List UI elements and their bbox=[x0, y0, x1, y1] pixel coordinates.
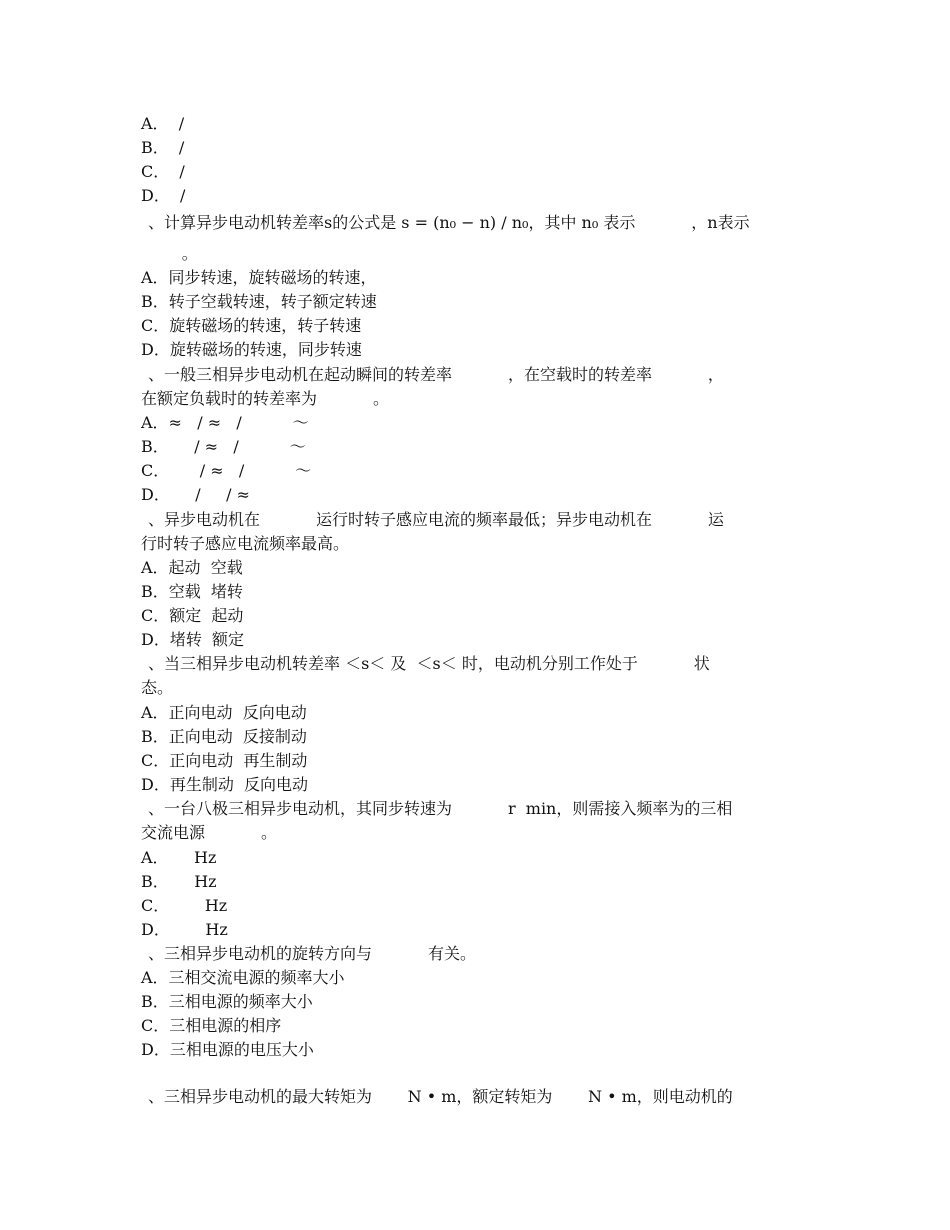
option-line: A． Hz bbox=[141, 848, 217, 867]
option-line: C． / ≈ / ～ bbox=[141, 461, 312, 480]
question-line: 态。 bbox=[141, 678, 174, 697]
option-line: A．三相交流电源的频率大小 bbox=[141, 968, 345, 987]
option-line: A．起动 空载 bbox=[141, 558, 243, 577]
option-line: D． / / ≈ bbox=[141, 485, 250, 504]
question-line: 、一般三相异步电动机在起动瞬间的转差率 ，在空载时的转差率 ， bbox=[148, 365, 724, 384]
option-line: B． Hz bbox=[141, 872, 217, 891]
question-line: 、计算异步电动机转差率s的公式是 s = (n₀ − n) / n₀，其中 n₀ 表示 ，n表示 bbox=[148, 213, 750, 232]
option-line: C．正向电动 再生制动 bbox=[141, 751, 308, 770]
option-line: B．转子空载转速，转子额定转速 bbox=[141, 292, 377, 311]
option-line: C． / bbox=[141, 162, 185, 181]
option-line: D． Hz bbox=[141, 920, 228, 939]
question-line: 、当三相异步电动机转差率 ＜s＜ 及 ＜s＜ 时，电动机分别工作处于 状 bbox=[148, 654, 710, 673]
option-line: C．旋转磁场的转速，转子转速 bbox=[141, 316, 362, 335]
option-line: A． / bbox=[141, 114, 185, 133]
option-line: B． / bbox=[141, 138, 185, 157]
option-line: B． / ≈ / ～ bbox=[141, 437, 306, 456]
question-line: 交流电源 。 bbox=[141, 823, 277, 842]
option-line: C． Hz bbox=[141, 896, 228, 915]
question-line: 。 bbox=[141, 244, 198, 263]
option-line: D．堵转 额定 bbox=[141, 630, 245, 649]
option-line: B．正向电动 反接制动 bbox=[141, 727, 307, 746]
question-line: 、三相异步电动机的最大转矩为 N • m，额定转矩为 N • m，则电动机的 bbox=[148, 1087, 733, 1106]
option-line: A．同步转速，旋转磁场的转速， bbox=[141, 268, 377, 287]
question-line: 行时转子感应电流频率最高。 bbox=[141, 534, 350, 553]
question-line: 、三相异步电动机的旋转方向与 有关。 bbox=[148, 944, 476, 963]
question-line: 在额定负载时的转差率为 。 bbox=[141, 389, 389, 408]
option-line: D．再生制动 反向电动 bbox=[141, 775, 309, 794]
question-line: 、一台八极三相异步电动机，其同步转速为 r min，则需接入频率为的三相 bbox=[148, 799, 733, 818]
option-line: C．额定 起动 bbox=[141, 606, 244, 625]
option-line: B．空载 堵转 bbox=[141, 582, 243, 601]
option-line: A．正向电动 反向电动 bbox=[141, 703, 307, 722]
option-line: B．三相电源的频率大小 bbox=[141, 992, 313, 1011]
option-line: D．三相电源的电压大小 bbox=[141, 1040, 314, 1059]
option-line: C．三相电源的相序 bbox=[141, 1016, 282, 1035]
option-line: A．≈ / ≈ / ～ bbox=[141, 413, 309, 432]
option-line: D． / bbox=[141, 186, 186, 205]
option-line: D．旋转磁场的转速，同步转速 bbox=[141, 340, 362, 359]
question-line: 、异步电动机在 运行时转子感应电流的频率最低；异步电动机在 运 bbox=[148, 510, 724, 529]
